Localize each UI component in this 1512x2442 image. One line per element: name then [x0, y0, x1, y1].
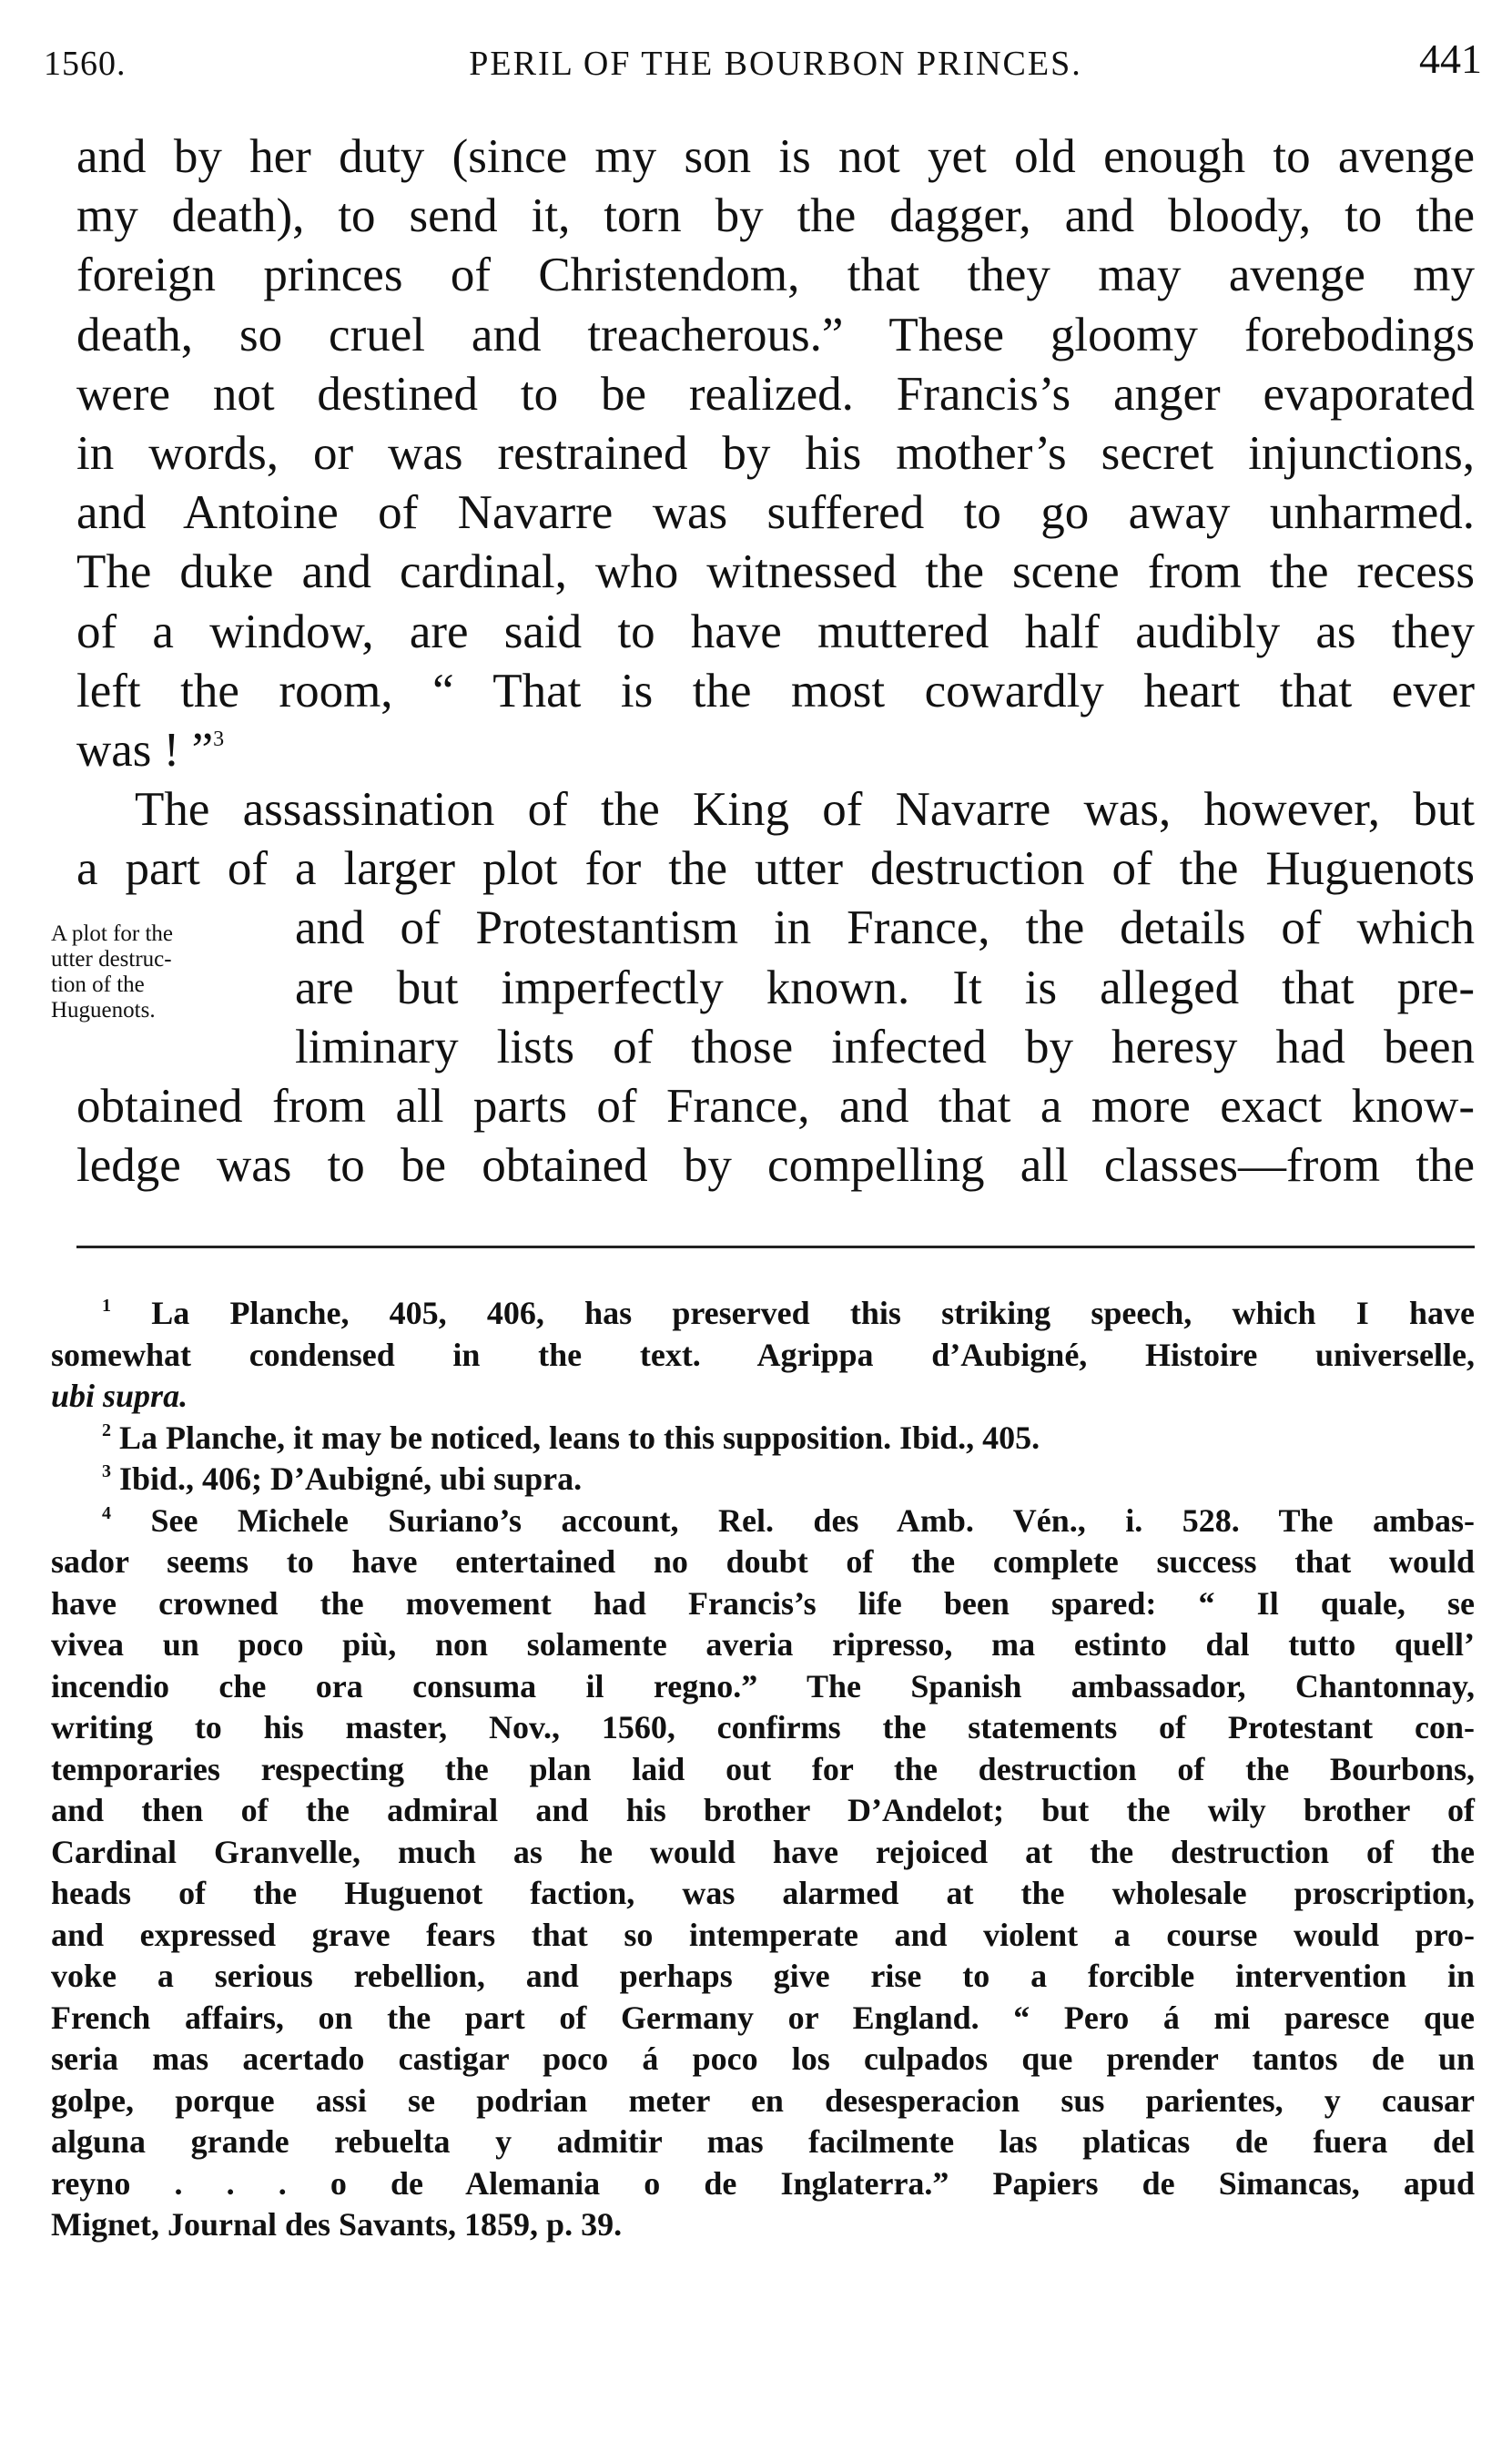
text-line: ledge was to be obtained by compelling all classes—from the [76, 1139, 1475, 1193]
footnote-line: vivea un poco più, non solamente averia ripresso, ma estinto dal tutto quell’ [51, 1626, 1475, 1663]
footnote-line: Cardinal Granvelle, much as he would have rejoiced at the destruction of the [51, 1833, 1475, 1870]
margin-note-line: utter destruc- [51, 947, 172, 972]
footnote-line: alguna grande rebuelta y admitir mas facilmente las platicas de fuera del [51, 2123, 1475, 2160]
footnote-line: reyno . . . o de Alemania o de Inglaterra.” Papiers de Simancas, apud [51, 2164, 1475, 2202]
text-line: foreign princes of Christendom, that they may avenge my [76, 249, 1475, 302]
text-line: The duke and cardinal, who witnessed the scene from the recess [76, 545, 1475, 599]
footnote-line: and then of the admiral and his brother D’Andelot; but the wily brother of [51, 1792, 1475, 1828]
text-line: and Antoine of Navarre was suffered to go away unharmed. [76, 486, 1475, 540]
header-year: 1560. [44, 45, 127, 83]
footnote-marker-2: 2 [102, 1419, 111, 1440]
page-number: 441 [1419, 36, 1482, 82]
footnote-line: somewhat condensed in the text. Agrippa d’Aubigné, Histoire universelle, [51, 1336, 1475, 1373]
footnote-line [51, 1459, 1475, 1501]
footnote-line: voke a serious rebellion, and perhaps give rise to a forcible intervention in [51, 1958, 1475, 1994]
running-header [44, 35, 1482, 84]
margin-note-line: A plot for the [51, 921, 174, 946]
text-segment: death, so cruel and treacherous.” These gloomy forebodings [76, 308, 1475, 361]
book-page [44, 0, 1482, 2442]
footnote-ref-3: 3 [213, 727, 225, 751]
footnote-line: temporaries respecting the plan laid out for the destruction of the Bourbons, [51, 1750, 1475, 1787]
text-line: my death), to send it, torn by the dagger, and bloody, to the [76, 189, 1475, 243]
header-title: PERIL OF THE BOURBON PRINCES. [469, 45, 1082, 83]
footnote-line: ubi supra. [51, 1378, 188, 1414]
text-line: of a window, are said to have muttered half audibly as they [76, 605, 1475, 658]
footnote-marker-4: 4 [102, 1502, 111, 1523]
footnote-line: French affairs, on the part of Germany or England. “ Pero á mi paresce que [51, 1999, 1475, 2036]
footnote-line: incendio che ora consuma il regno.” The Spanish ambassador, Chantonnay, [51, 1667, 1475, 1704]
footnotes [51, 1293, 1475, 2246]
text-line [76, 721, 1475, 780]
margin-note-line: Huguenots. [51, 998, 156, 1023]
text-segment: was ! ” [76, 723, 214, 777]
text-line: a part of a larger plot for the utter destruction of the Huguenots [76, 842, 1475, 896]
text-line: in words, or was restrained by his mother’s secret injunctions, [76, 426, 1475, 480]
footnote-line: golpe, porque assi se podrian meter en desesperacion sus parientes, y causar [51, 2081, 1475, 2119]
footnote-line: and expressed grave fears that so intemperate and violent a course would pro- [51, 1916, 1475, 1953]
footnote-text: La Planche, it may be noticed, leans to this supposition. Ibid., 405. [119, 1419, 1040, 1456]
footnote-text: La Planche, 405, 406, has preserved this striking speech, which I have [151, 1295, 1475, 1331]
footnote-line: have crowned the movement had Francis’s life been spared: “ Il quale, se [51, 1584, 1475, 1622]
footnote-line: sador seems to have entertained no doubt of the complete success that would [51, 1543, 1475, 1580]
footnote-marker-3: 3 [102, 1461, 111, 1481]
main-text [76, 127, 1475, 1196]
footnote-marker-1: 1 [102, 1296, 111, 1316]
margin-note-line: tion of the [51, 972, 145, 997]
margin-note [51, 921, 269, 1023]
footnote-text: See Michele Suriano’s account, Rel. des Amb. Vén., i. 528. The ambas- [150, 1501, 1476, 1539]
text-line: were not destined to be realized. Francis’s anger evaporated [76, 367, 1475, 421]
text-line: and of Protestantism in France, the details of which [295, 901, 1475, 955]
footnote-line [51, 1418, 1475, 1460]
text-line: obtained from all parts of France, and that a more exact know- [76, 1080, 1475, 1133]
footnote-line: writing to his master, Nov., 1560, confirms the statements of Protestant con- [51, 1709, 1475, 1745]
text-line: The assassination of the King of Navarre was, however, but [135, 783, 1475, 837]
text-line: are but imperfectly known. It is alleged that pre- [295, 961, 1475, 1014]
footnote-line: heads of the Huguenot faction, was alarmed at the wholesale proscription, [51, 1875, 1475, 1911]
text-line [76, 306, 1475, 365]
footnote-line: seria mas acertado castigar poco á poco los culpados que prender tantos de un [51, 2040, 1475, 2077]
footnote-text: Ibid., 406; D’Aubigné, ubi supra. [119, 1460, 583, 1497]
text-line: left the room, “ That is the most cowardly heart that ever [76, 664, 1475, 717]
footnote-divider [76, 1246, 1475, 1248]
footnote-line: Mignet, Journal des Savants, 1859, p. 39. [51, 2206, 623, 2243]
footnote-line [51, 1501, 1475, 1542]
footnote-line [51, 1293, 1475, 1335]
text-line: liminary lists of those infected by heresy had been [295, 1020, 1475, 1073]
text-line: and by her duty (since my son is not yet old enough to avenge [76, 130, 1475, 183]
